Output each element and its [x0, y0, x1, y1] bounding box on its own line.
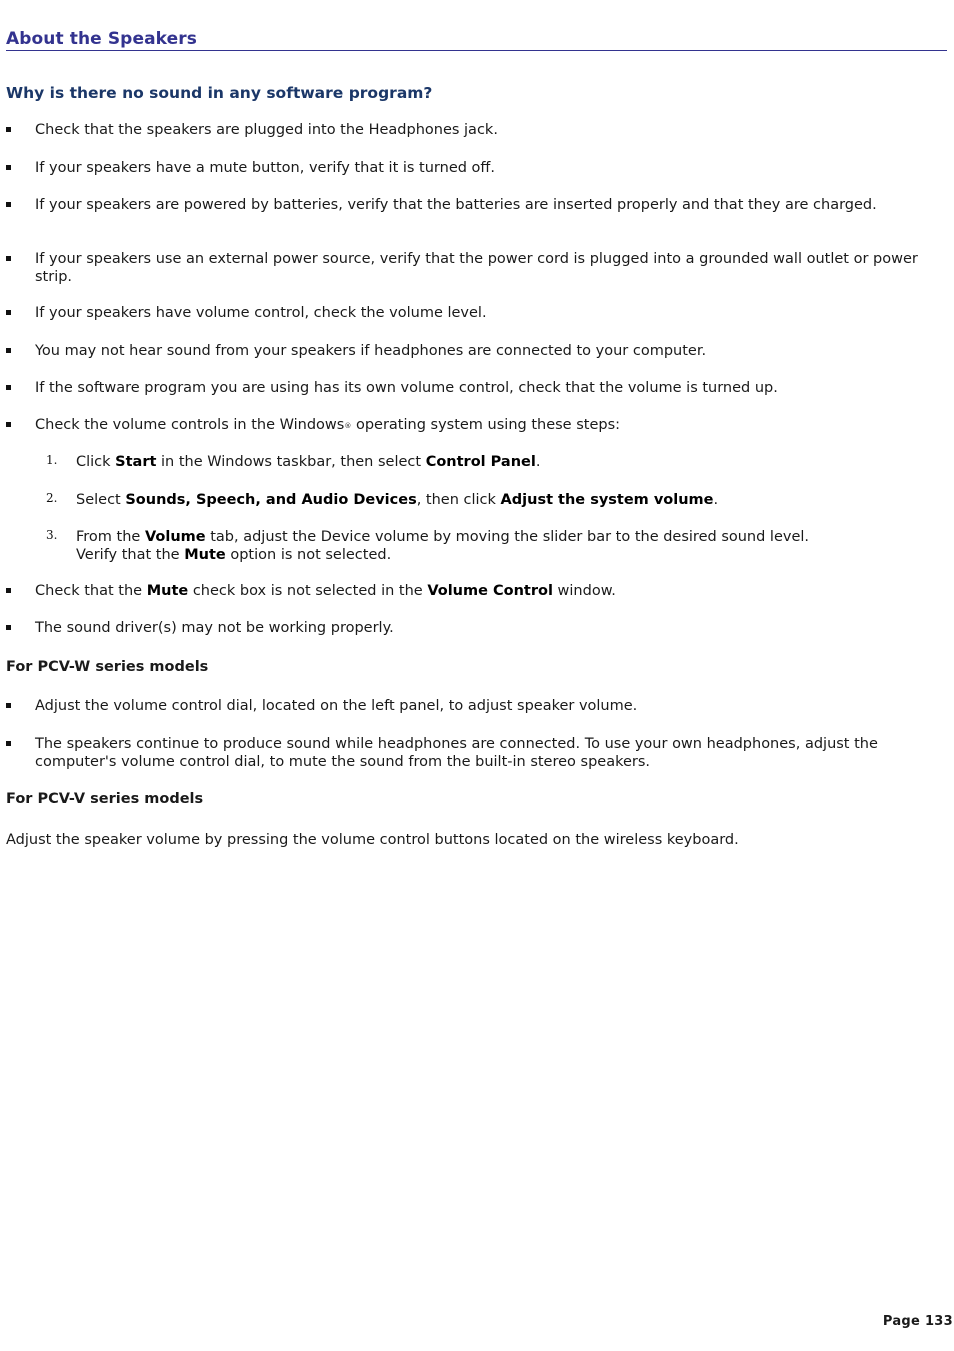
bullet-marker	[6, 588, 11, 593]
bullet-marker	[6, 625, 11, 630]
bullet-marker	[6, 256, 11, 261]
list-item-text: If your speakers have volume control, check the volume level.	[35, 305, 487, 321]
list-item-text: If the software program you are using has its own volume control, check that the volume is turned up.	[35, 380, 778, 396]
step-number: 2.	[46, 491, 58, 505]
step-text	[76, 528, 926, 564]
list-item-text: The sound driver(s) may not be working properly.	[35, 620, 394, 636]
ui-term-mute: Mute	[146, 583, 189, 599]
list-item-text: Adjust the volume control dial, located on the left panel, to adjust speaker volume.	[35, 698, 638, 714]
step-text	[76, 491, 926, 509]
list-item-text	[35, 416, 925, 435]
step-text-part: in the Windows taskbar, then select	[156, 454, 426, 470]
page-number: Page 133	[882, 1314, 953, 1329]
step-number: 1.	[46, 453, 58, 467]
step-text-part: .	[713, 492, 719, 508]
pcv-v-heading: For PCV-V series models	[6, 791, 204, 807]
bullet-marker	[6, 741, 11, 746]
ui-term-volume-tab: Volume	[144, 529, 206, 545]
registered-mark: ®	[344, 422, 352, 430]
list-item-text: You may not hear sound from your speakers if headphones are connected to your computer.	[35, 343, 707, 359]
bullet-marker	[6, 348, 11, 353]
step-text-part: .	[535, 454, 541, 470]
list-item-text	[35, 582, 925, 600]
list-item-text: The speakers continue to produce sound while headphones are connected. To use your own headphones, adjust the computer's volume control dial, to mute the sound from the built-in stereo speakers.	[35, 736, 878, 770]
text-part: check box is not selected in the	[188, 583, 428, 599]
step-text-part: Verify that the	[76, 547, 185, 563]
bullet-marker	[6, 165, 11, 170]
list-item-text: Check that the speakers are plugged into the Headphones jack.	[35, 122, 498, 138]
bullet-marker	[6, 127, 11, 132]
windows-text-before: Check the volume controls in the Windows	[35, 417, 345, 433]
bullet-marker	[6, 202, 11, 207]
section-question: Why is there no sound in any software program?	[6, 84, 433, 102]
step-text-part: , then click	[416, 492, 501, 508]
text-part: Check that the	[35, 583, 147, 599]
step-text-part: From the	[76, 529, 145, 545]
list-item-text: If your speakers have a mute button, verify that it is turned off.	[35, 160, 496, 176]
step-text-part: Select	[76, 492, 126, 508]
ui-term-start: Start	[115, 454, 157, 470]
list-item-text: If your speakers are powered by batteries, verify that the batteries are inserted properly and that they are charged.	[35, 197, 877, 213]
step-number: 3.	[46, 528, 58, 542]
ui-term-control-panel: Control Panel	[425, 454, 536, 470]
pcv-w-heading: For PCV-W series models	[6, 659, 209, 675]
step-text	[76, 453, 926, 471]
bullet-marker	[6, 703, 11, 708]
page-title: About the Speakers	[6, 29, 947, 51]
ui-term-adjust-volume: Adjust the system volume	[500, 492, 714, 508]
step-text-part: option is not selected.	[225, 547, 392, 563]
text-part: window.	[552, 583, 616, 599]
step-text-part: Click	[76, 454, 116, 470]
step-text-part: tab, adjust the Device volume by moving the slider bar to the desired sound level.	[205, 529, 810, 545]
ui-term-volume-control: Volume Control	[427, 583, 553, 599]
bullet-marker	[6, 310, 11, 315]
windows-text-after: operating system using these steps:	[351, 417, 621, 433]
bullet-marker	[6, 422, 11, 427]
ui-term-sounds-devices: Sounds, Speech, and Audio Devices	[125, 492, 417, 508]
bullet-marker	[6, 385, 11, 390]
list-item-text: If your speakers use an external power source, verify that the power cord is plugged into a grounded wall outlet or power strip.	[35, 251, 918, 285]
pcv-v-paragraph: Adjust the speaker volume by pressing the volume control buttons located on the wireless keyboard.	[6, 832, 739, 848]
ui-term-mute: Mute	[184, 547, 226, 563]
